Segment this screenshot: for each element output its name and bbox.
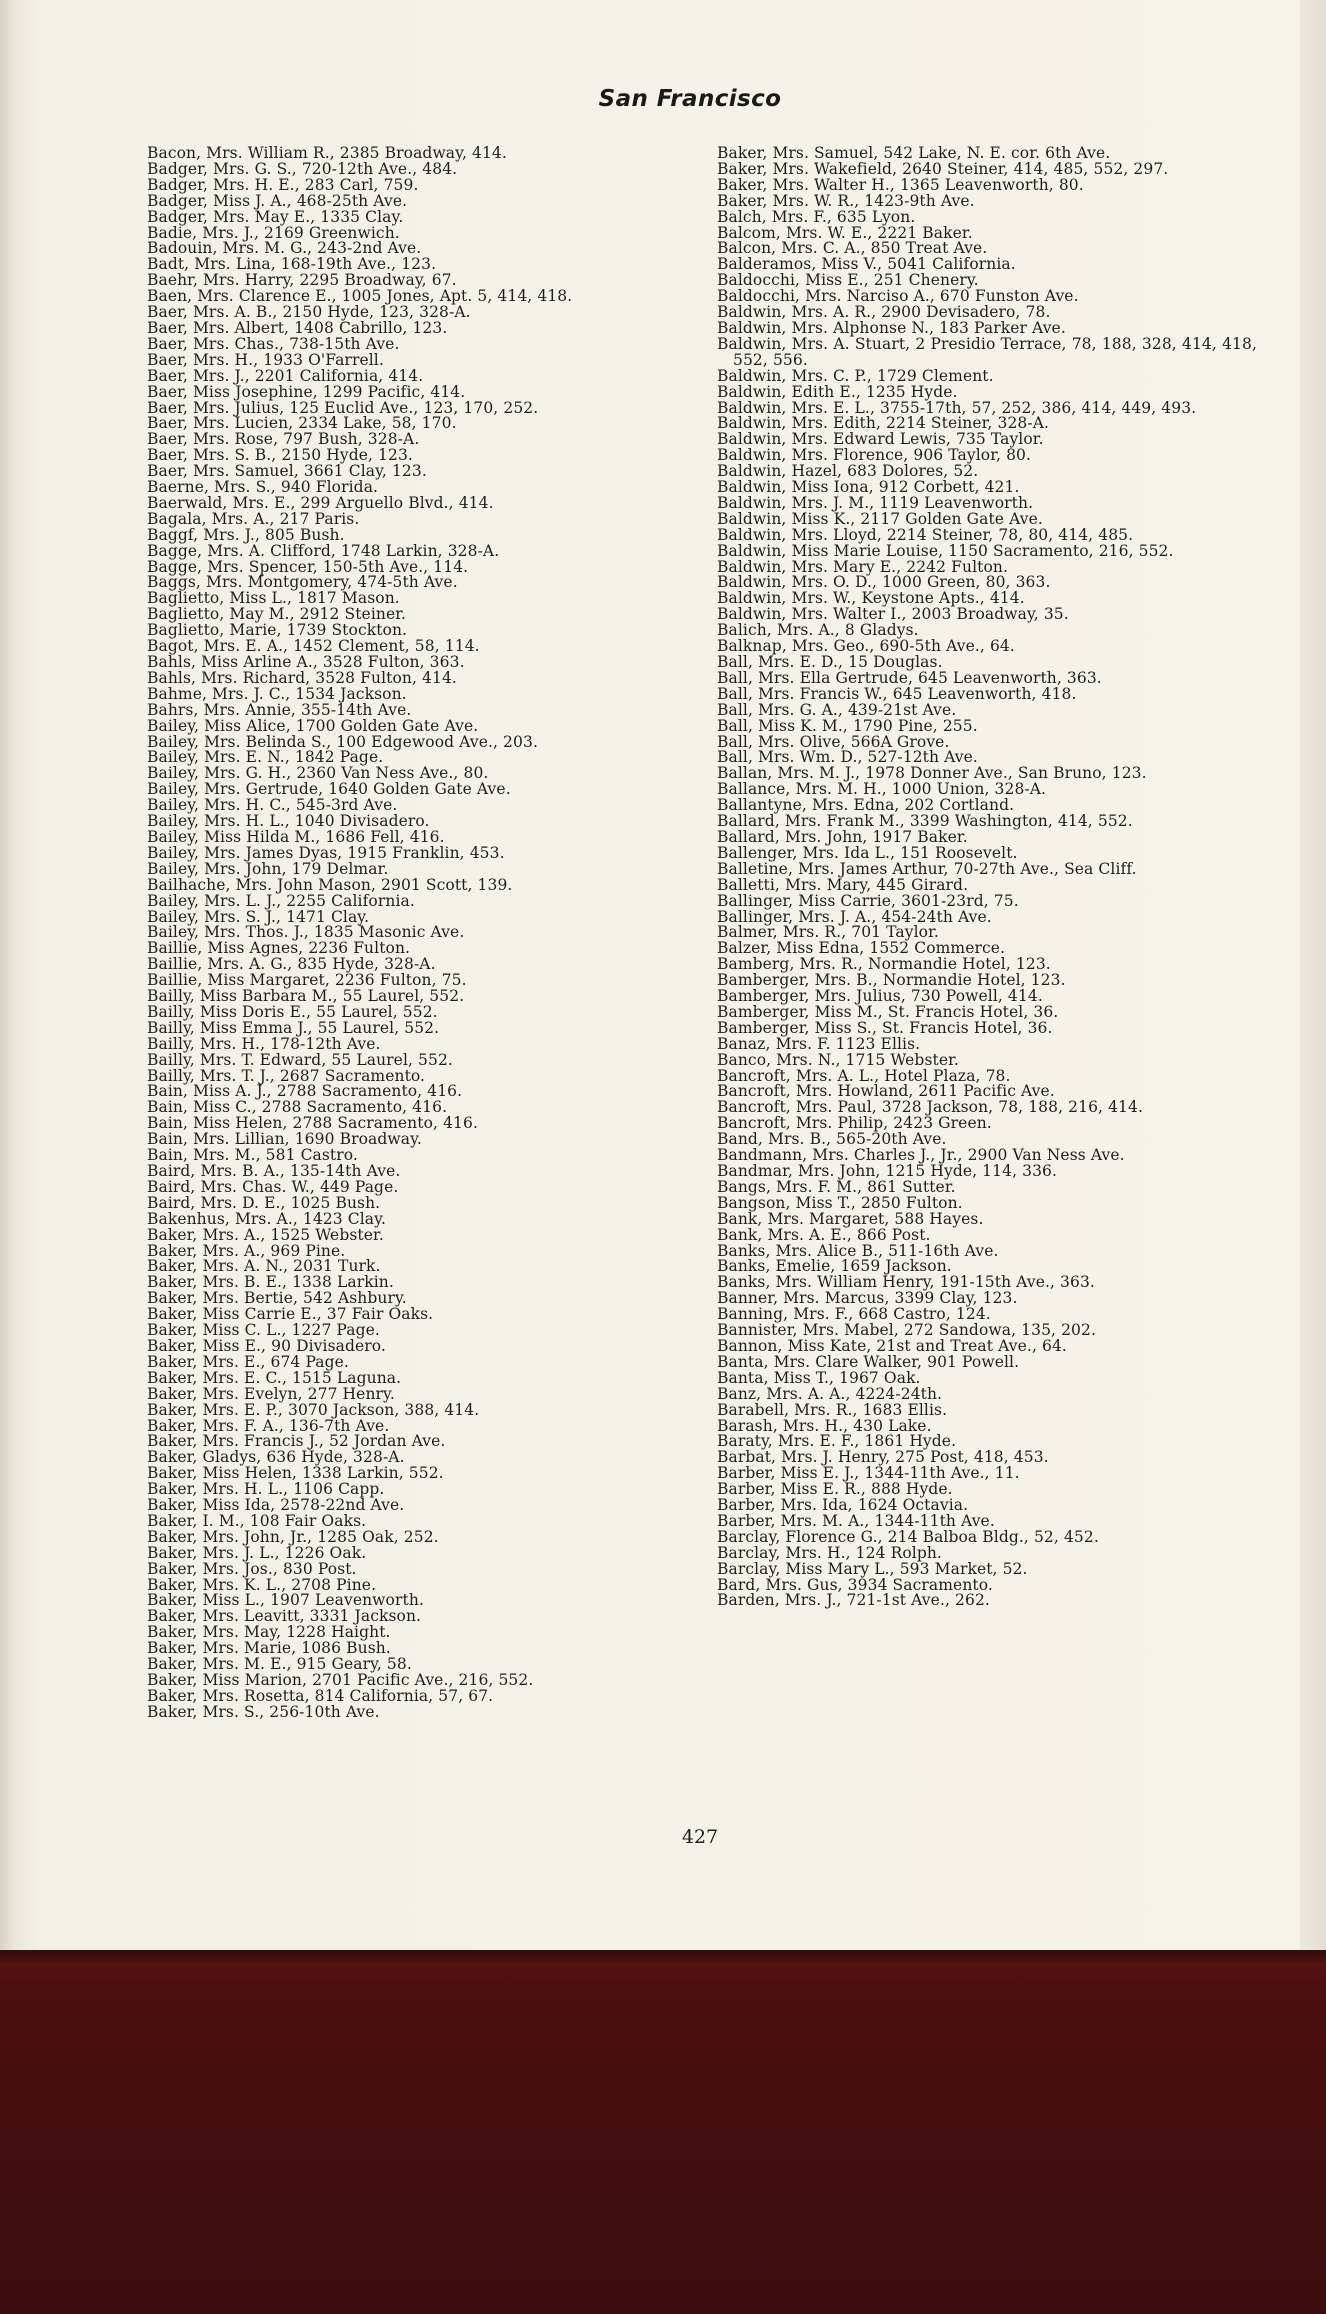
directory-entry: Baker, Miss C. L., 1227 Page. [147,1321,380,1340]
directory-entry: Baker, Mrs. John, Jr., 1285 Oak, 252. [147,1527,439,1546]
directory-entry: Baker, Mrs. B. E., 1338 Larkin. [147,1273,394,1292]
directory-entry: Bakenhus, Mrs. A., 1423 Clay. [147,1209,386,1228]
directory-entry: Baldwin, Mrs. Edward Lewis, 735 Taylor. [717,430,1044,449]
directory-entry: Baldwin, Edith E., 1235 Hyde. [717,382,958,401]
page-number: 427 [681,1826,719,1848]
directory-entry: Baer, Mrs. H., 1933 O'Farrell. [147,350,384,369]
directory-entry: Bandmar, Mrs. John, 1215 Hyde, 114, 336. [717,1162,1058,1180]
directory-entry: Baker, Mrs. Francis J., 52 Jordan Ave. [147,1432,446,1451]
directory-entry: Bain, Mrs. Lillian, 1690 Broadway. [147,1130,422,1149]
directory-entry: Baldwin, Mrs. Mary E., 2242 Fulton. [717,557,1008,576]
directory-entry: Bangs, Mrs. F. M., 861 Sutter. [717,1177,956,1196]
directory-entry: Bahme, Mrs. J. C., 1534 Jackson. [147,684,407,703]
directory-entry: Balmer, Mrs. R., 701 Taylor. [717,923,939,942]
directory-entry: Banks, Mrs. William Henry, 191-15th Ave., 363. [717,1273,1095,1292]
directory-entry: Banks, Mrs. Alice B., 511-16th Ave. [717,1241,999,1260]
directory-entry: Band, Mrs. B., 565-20th Ave. [717,1130,947,1149]
directory-entry: Bailey, Mrs. John, 179 Delmar. [147,859,389,878]
directory-entry: Baillie, Mrs. A. G., 835 Hyde, 328-A. [147,955,436,974]
directory-entry: Bagge, Mrs. A. Clifford, 1748 Larkin, 328-A. [147,541,500,560]
directory-entry: Banning, Mrs. F., 668 Castro, 124. [717,1305,991,1324]
directory-entry: Bailey, Miss Hilda M., 1686 Fell, 416. [147,827,445,846]
directory-entry: Bailly, Mrs. T. J., 2687 Sacramento. [147,1066,426,1085]
directory-entry: Barabell, Mrs. R., 1683 Ellis. [717,1400,948,1419]
directory-entry: Bard, Mrs. Gus, 3934 Sacramento. [717,1575,993,1594]
directory-entry: Bain, Miss C., 2788 Sacramento, 416. [147,1098,448,1117]
directory-entry: Bain, Mrs. M., 581 Castro. [147,1146,358,1165]
directory-entry: Ball, Mrs. G. A., 439-21st Ave. [717,700,957,719]
directory-entry: Baer, Mrs. Julius, 125 Euclid Ave., 123, 170, 252. [147,398,539,417]
directory-entry: Bank, Mrs. A. E., 866 Post. [717,1225,931,1244]
directory-entry: Ball, Mrs. Ella Gertrude, 645 Leavenworth, 363. [717,668,1102,687]
directory-entry: Baker, Mrs. M. E., 915 Geary, 58. [147,1655,412,1674]
directory-entry: Ballance, Mrs. M. H., 1000 Union, 328-A. [717,780,1047,799]
directory-entry: Baldwin, Hazel, 683 Dolores, 52. [717,462,979,481]
directory-entry: Baker, Gladys, 636 Hyde, 328-A. [147,1448,405,1467]
directory-entry: Baker, Mrs. Bertie, 542 Ashbury. [147,1289,407,1308]
directory-entry: Ball, Mrs. Wm. D., 527-12th Ave. [717,748,978,767]
directory-entry: Baer, Miss Josephine, 1299 Pacific, 414. [147,382,466,401]
directory-entry: Baggf, Mrs. J., 805 Bush. [147,525,345,544]
directory-entry: Barber, Mrs. Ida, 1624 Octavia. [717,1496,969,1515]
directory-entry: Bailey, Mrs. S. J., 1471 Clay. [147,907,370,926]
directory-entry: Bancroft, Mrs. Paul, 3728 Jackson, 78, 188, 216, 414. [717,1098,1144,1117]
directory-entry: Badger, Mrs. May E., 1335 Clay. [147,207,404,226]
directory-entry: Balletine, Mrs. James Arthur, 70-27th Ave., Sea Cliff. [717,859,1137,878]
directory-entry: Ballard, Mrs. Frank M., 3399 Washington, 414, 552. [717,812,1133,831]
directory-entry: Baldwin, Mrs. Edith, 2214 Steiner, 328-A. [717,414,1050,433]
directory-entry: Balcon, Mrs. C. A., 850 Treat Ave. [717,239,988,258]
directory-entry: Baker, Miss Marion, 2701 Pacific Ave., 216, 552. [147,1671,534,1689]
directory-entry: Baillie, Miss Margaret, 2236 Fulton, 75. [147,971,467,990]
directory-entry: Bagala, Mrs. A., 217 Paris. [147,509,360,528]
directory-entry: Bannister, Mrs. Mabel, 272 Sandowa, 135, 202. [717,1321,1096,1340]
directory-entry: Barclay, Florence G., 214 Balboa Bldg., 52, 452. [717,1527,1099,1546]
directory-entry: Baggs, Mrs. Montgomery, 474-5th Ave. [147,573,458,592]
directory-entry: Baer, Mrs. Lucien, 2334 Lake, 58, 170. [147,414,457,433]
directory-entry: Baer, Mrs. S. B., 2150 Hyde, 123. [147,446,413,465]
directory-entry: Bamberger, Mrs. Julius, 730 Powell, 414. [717,987,1043,1006]
directory-entry: Baker, Miss E., 90 Divisadero. [147,1336,386,1355]
directory-entry: Balknap, Mrs. Geo., 690-5th Ave., 64. [717,637,1015,656]
directory-entry: Baldwin, Miss Marie Louise, 1150 Sacramento, 216, 552. [717,541,1174,560]
directory-entry: Baldwin, Mrs. O. D., 1000 Green, 80, 363. [717,573,1051,592]
directory-entry: Baerwald, Mrs. E., 299 Arguello Blvd., 414. [147,493,494,512]
directory-entry: Baker, Mrs. Marie, 1086 Bush. [147,1639,391,1658]
directory-entry: Bamberger, Mrs. B., Normandie Hotel, 123. [717,971,1066,990]
directory-entry: Bailhache, Mrs. John Mason, 2901 Scott, 139. [147,875,513,894]
directory-entry: Baird, Mrs. Chas. W., 449 Page. [147,1177,399,1196]
directory-entry: Baehr, Mrs. Harry, 2295 Broadway, 67. [147,271,457,290]
directory-entry: Bamberger, Miss M., St. Francis Hotel, 36. [717,1002,1059,1021]
directory-entry: Bahrs, Mrs. Annie, 355-14th Ave. [147,700,412,719]
directory-entry: Baer, Mrs. Rose, 797 Bush, 328-A. [147,430,420,449]
directory-entry: Baker, Mrs. Samuel, 542 Lake, N. E. cor. 6th Ave. [717,144,1111,162]
directory-entry: Baker, Mrs. H. L., 1106 Capp. [147,1480,385,1499]
directory-entry: Ballard, Mrs. John, 1917 Baker. [717,827,968,846]
directory-entry: Bailly, Miss Doris E., 55 Laurel, 552. [147,1002,438,1021]
directory-entry: Baldwin, Miss Iona, 912 Corbett, 421. [717,478,1020,497]
directory-entry: Baer, Mrs. J., 2201 California, 414. [147,366,424,385]
directory-entry: Baldwin, Mrs. Lloyd, 2214 Steiner, 78, 80, 414, 485. [717,525,1134,544]
directory-entry: Baglietto, Miss L., 1817 Mason. [147,589,400,608]
directory-entry: Baker, Mrs. E. P., 3070 Jackson, 388, 414. [147,1400,480,1419]
directory-entry: Baker, Mrs. E., 674 Page. [147,1352,349,1371]
directory-entry: Banz, Mrs. A. A., 4224-24th. [717,1384,943,1403]
directory-entry: Baldwin, Mrs. J. M., 1119 Leavenworth. [717,493,1034,512]
directory-entry: Baird, Mrs. B. A., 135-14th Ave. [147,1162,401,1180]
directory-entry: Bandmann, Mrs. Charles J., Jr., 2900 Van Ness Ave. [717,1146,1125,1165]
directory-entry: Baker, Mrs. J. L., 1226 Oak. [147,1543,367,1562]
directory-entry: Barclay, Mrs. H., 124 Rolph. [717,1543,942,1562]
directory-entry: Baker, Mrs. A. N., 2031 Turk. [147,1257,381,1276]
directory-entry: Bailly, Mrs. H., 178-12th Ave. [147,1034,381,1053]
directory-entry: Baglietto, May M., 2912 Steiner. [147,605,407,624]
directory-entry: Baker, Miss Ida, 2578-22nd Ave. [147,1496,405,1515]
directory-entry: Badt, Mrs. Lina, 168-19th Ave., 123. [147,255,437,274]
directory-entry: Baker, Mrs. A., 969 Pine. [147,1241,346,1260]
directory-entry: Ballinger, Miss Carrie, 3601-23rd, 75. [717,891,1019,910]
directory-entry: Bahls, Miss Arline A., 3528 Fulton, 363. [147,653,465,671]
directory-entry: Bailey, Mrs. James Dyas, 1915 Franklin, 453. [147,843,505,862]
directory-entry: Baer, Mrs. A. B., 2150 Hyde, 123, 328-A. [147,303,471,322]
directory-entry: Barber, Miss E. J., 1344-11th Ave., 11. [717,1464,1020,1483]
directory-entry: Ballantyne, Mrs. Edna, 202 Cortland. [717,796,1015,815]
directory-entry: Balch, Mrs. F., 635 Lyon. [717,207,916,226]
directory-entry: Baker, Mrs. Walter H., 1365 Leavenworth, 80. [717,175,1084,194]
directory-entry: Baker, Mrs. S., 256-10th Ave. [147,1702,380,1721]
directory-entry: Balletti, Mrs. Mary, 445 Girard. [717,875,969,894]
directory-entry: Badouin, Mrs. M. G., 243-2nd Ave. [147,239,422,258]
directory-entry: Baillie, Miss Agnes, 2236 Fulton. [147,939,411,958]
directory-entry: Bailey, Mrs. H. L., 1040 Divisadero. [147,812,430,831]
directory-entry: Badger, Miss J. A., 468-25th Ave. [147,191,408,210]
page-edge [1300,0,1326,1950]
directory-entry: Bailey, Mrs. L. J., 2255 California. [147,891,415,910]
book-cover-background [0,1950,1326,2314]
directory-entry: Banco, Mrs. N., 1715 Webster. [717,1050,959,1069]
directory-entry: Barber, Miss E. R., 888 Hyde. [717,1480,953,1499]
directory-entry: Barden, Mrs. J., 721-1st Ave., 262. [717,1591,990,1610]
directory-entry: Baldocchi, Mrs. Narciso A., 670 Funston Ave. [717,287,1079,306]
directory-entry: Bain, Miss A. J., 2788 Sacramento, 416. [147,1082,463,1101]
directory-entry: Banta, Mrs. Clare Walker, 901 Powell. [717,1352,1020,1371]
directory-entry: Ball, Mrs. Olive, 566A Grove. [717,732,950,751]
directory-entry: Baker, Mrs. F. A., 136-7th Ave. [147,1416,390,1435]
directory-entry: Bailly, Miss Barbara M., 55 Laurel, 552. [147,987,465,1006]
directory-entry: Baker, Miss Carrie E., 37 Fair Oaks. [147,1305,434,1324]
directory-entry: Baker, Mrs. Leavitt, 3331 Jackson. [147,1607,422,1626]
directory-entry: Bailey, Mrs. H. C., 545-3rd Ave. [147,796,398,815]
directory-entry: Barber, Mrs. M. A., 1344-11th Ave. [717,1511,995,1530]
directory-entry: Banta, Miss T., 1967 Oak. [717,1368,921,1387]
directory-entry: Baldwin, Mrs. A. Stuart, 2 Presidio Terrace, 78, 188, 328, 414, 418, 552, 556. [717,334,1257,369]
directory-column-left [147,146,667,1721]
directory-entry: Bahls, Mrs. Richard, 3528 Fulton, 414. [147,668,457,687]
directory-entry: Baraty, Mrs. E. F., 1861 Hyde. [717,1432,957,1451]
directory-entry: Ballan, Mrs. M. J., 1978 Donner Ave., San Bruno, 123. [717,764,1147,783]
directory-entry: Baker, Mrs. Rosetta, 814 California, 57, 67. [147,1686,494,1705]
directory-entry: Baker, Mrs. May, 1228 Haight. [147,1623,391,1642]
directory-entry: Baerne, Mrs. S., 940 Florida. [147,478,379,497]
directory-entry: Barclay, Miss Mary L., 593 Market, 52. [717,1559,1028,1578]
directory-entry: Baldwin, Mrs. W., Keystone Apts., 414. [717,589,1025,608]
directory-entry: Bancroft, Mrs. A. L., Hotel Plaza, 78. [717,1066,1011,1085]
directory-entry: Baker, Mrs. E. C., 1515 Laguna. [147,1368,402,1387]
directory-entry: Bailly, Mrs. T. Edward, 55 Laurel, 552. [147,1050,453,1069]
directory-entry: Baer, Mrs. Albert, 1408 Cabrillo, 123. [147,318,448,337]
directory-entry: Balich, Mrs. A., 8 Gladys. [717,621,919,640]
directory-entry: Baker, Mrs. Wakefield, 2640 Steiner, 414, 485, 552, 297. [717,159,1169,178]
directory-entry: Baker, Mrs. A., 1525 Webster. [147,1225,384,1244]
directory-entry: Baer, Mrs. Chas., 738-15th Ave. [147,334,400,353]
directory-entry: Baker, Miss Helen, 1338 Larkin, 552. [147,1464,444,1483]
directory-entry: Baer, Mrs. Samuel, 3661 Clay, 123. [147,462,427,481]
directory-entry: Baird, Mrs. D. E., 1025 Bush. [147,1193,381,1212]
directory-entry: Bangson, Miss T., 2850 Fulton. [717,1193,963,1212]
directory-entry: Banner, Mrs. Marcus, 3399 Clay, 123. [717,1289,1018,1308]
directory-entry: Bailey, Mrs. Gertrude, 1640 Golden Gate Ave. [147,780,511,799]
directory-entry: Baldwin, Mrs. Alphonse N., 183 Parker Ave. [717,318,1066,337]
directory-entry: Bamberger, Miss S., St. Francis Hotel, 36. [717,1018,1053,1037]
directory-entry: Ballenger, Mrs. Ida L., 151 Roosevelt. [717,843,1018,862]
directory-entry: Balcom, Mrs. W. E., 2221 Baker. [717,223,973,242]
directory-entry: Baldwin, Mrs. C. P., 1729 Clement. [717,366,994,385]
page-header-title: San Francisco [598,86,782,112]
directory-entry: Baldwin, Mrs. A. R., 2900 Devisadero, 78. [717,303,1051,322]
directory-entry: Bailly, Miss Emma J., 55 Laurel, 552. [147,1018,440,1037]
directory-entry: Baker, Mrs. Jos., 830 Post. [147,1559,357,1578]
directory-column-right [717,146,1257,1609]
directory-entry: Bamberg, Mrs. R., Normandie Hotel, 123. [717,955,1051,974]
directory-entry: Bannon, Miss Kate, 21st and Treat Ave., 64. [717,1336,1067,1355]
directory-entry: Bailey, Miss Alice, 1700 Golden Gate Ave. [147,716,479,735]
directory-entry: Bailey, Mrs. E. N., 1842 Page. [147,748,384,767]
directory-entry: Baker, Mrs. K. L., 2708 Pine. [147,1575,377,1594]
directory-entry: Banaz, Mrs. F. 1123 Ellis. [717,1034,921,1053]
directory-entry: Baldwin, Mrs. Walter I., 2003 Broadway, 35. [717,605,1069,624]
directory-entry: Barash, Mrs. H., 430 Lake. [717,1416,932,1435]
directory-entry: Baglietto, Marie, 1739 Stockton. [147,621,408,640]
directory-entry: Bailey, Mrs. G. H., 2360 Van Ness Ave., 80. [147,764,489,783]
directory-entry: Bagge, Mrs. Spencer, 150-5th Ave., 114. [147,557,469,576]
directory-entry: Bain, Miss Helen, 2788 Sacramento, 416. [147,1114,478,1133]
directory-entry: Barbat, Mrs. J. Henry, 275 Post, 418, 453. [717,1448,1049,1467]
directory-entry: Banks, Emelie, 1659 Jackson. [717,1257,952,1276]
directory-entry: Badger, Mrs. G. S., 720-12th Ave., 484. [147,159,458,178]
directory-entry: Baldwin, Mrs. E. L., 3755-17th, 57, 252, 386, 414, 449, 493. [717,398,1197,417]
directory-entry: Bancroft, Mrs. Howland, 2611 Pacific Ave. [717,1082,1055,1101]
directory-entry: Badger, Mrs. H. E., 283 Carl, 759. [147,175,419,194]
directory-entry: Bacon, Mrs. William R., 2385 Broadway, 414. [147,144,507,162]
directory-entry: Ballinger, Mrs. J. A., 454-24th Ave. [717,907,992,926]
directory-entry: Baldwin, Mrs. Florence, 906 Taylor, 80. [717,446,1032,465]
directory-entry: Ball, Miss K. M., 1790 Pine, 255. [717,716,978,735]
directory-entry: Bancroft, Mrs. Philip, 2423 Green. [717,1114,992,1133]
directory-entry: Baker, Mrs. Evelyn, 277 Henry. [147,1384,395,1403]
directory-entry: Baker, Mrs. W. R., 1423-9th Ave. [717,191,975,210]
directory-entry: Balderamos, Miss V., 5041 California. [717,255,1016,274]
cover-shadow [0,1950,1326,1964]
directory-entry: Baldocchi, Miss E., 251 Chenery. [717,271,979,290]
directory-entry: Baker, Miss L., 1907 Leavenworth. [147,1591,424,1610]
directory-entry: Badie, Mrs. J., 2169 Greenwich. [147,223,400,242]
directory-entry: Balzer, Miss Edna, 1552 Commerce. [717,939,1006,958]
directory-entry: Bagot, Mrs. E. A., 1452 Clement, 58, 114. [147,637,480,656]
directory-entry: Baker, I. M., 108 Fair Oaks. [147,1511,367,1530]
directory-entry: Bailey, Mrs. Belinda S., 100 Edgewood Ave., 203. [147,732,538,751]
directory-entry: Baldwin, Miss K., 2117 Golden Gate Ave. [717,509,1043,528]
directory-entry: Baen, Mrs. Clarence E., 1005 Jones, Apt. 5, 414, 418. [147,287,573,306]
directory-entry: Bank, Mrs. Margaret, 588 Hayes. [717,1209,984,1228]
directory-entry: Ball, Mrs. Francis W., 645 Leavenworth, 418. [717,684,1077,703]
directory-entry: Bailey, Mrs. Thos. J., 1835 Masonic Ave. [147,923,465,942]
directory-entry: Ball, Mrs. E. D., 15 Douglas. [717,653,943,671]
